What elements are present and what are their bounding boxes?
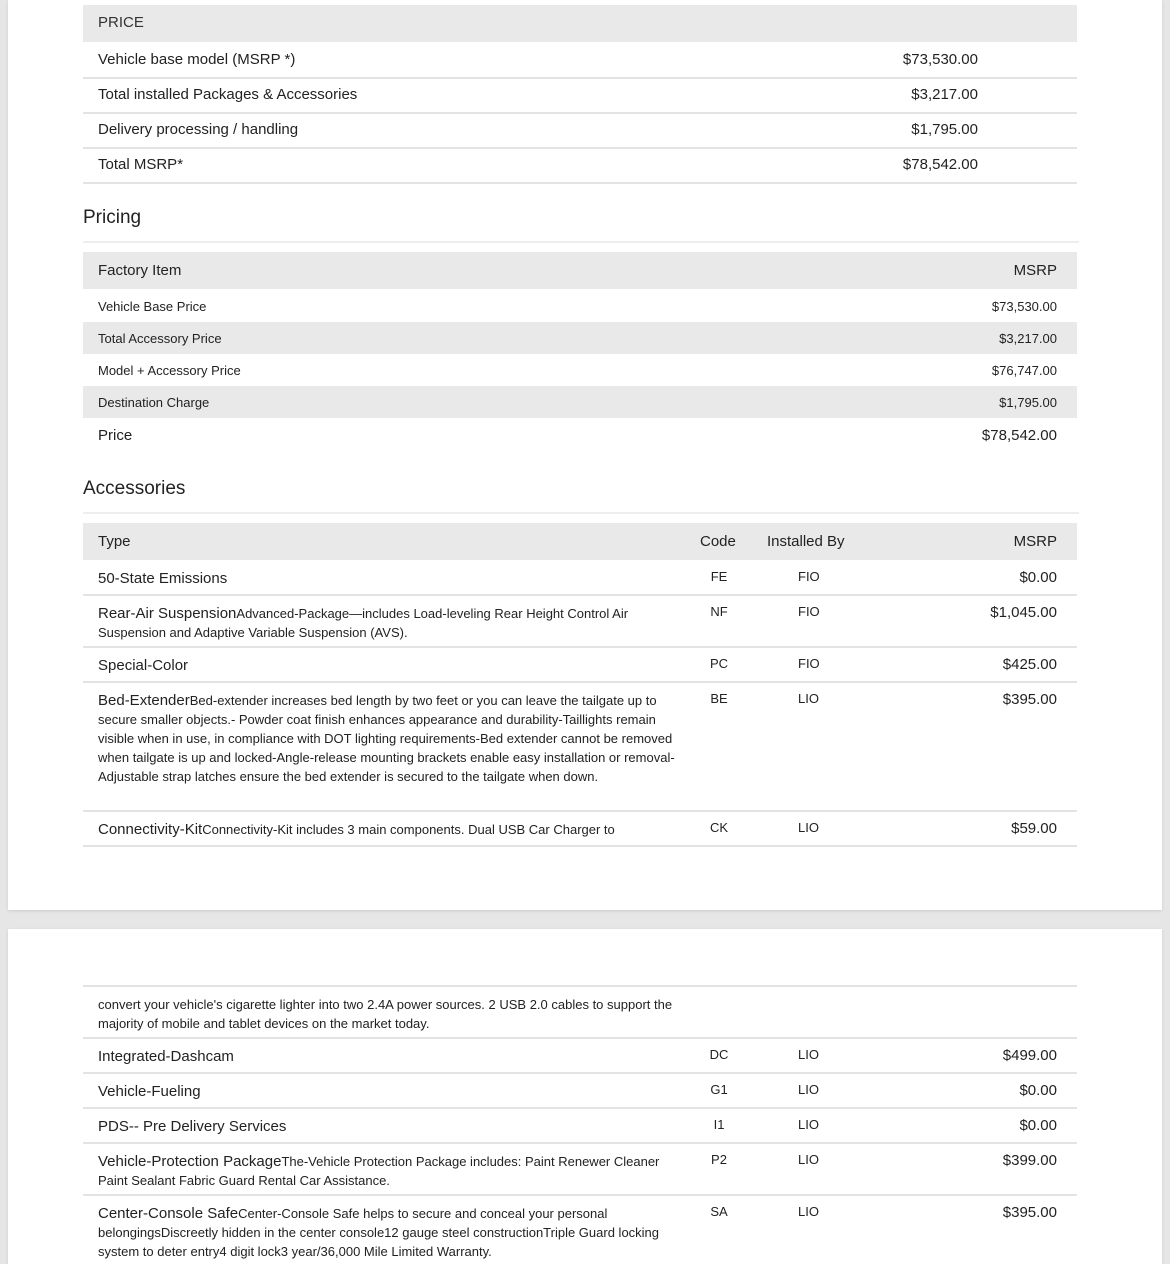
accessory-code: CK	[709, 820, 729, 835]
msrp-header: MSRP	[1013, 262, 1057, 279]
accessory-code: NF	[710, 604, 728, 619]
accessory-row	[83, 1109, 1077, 1144]
price-summary-value: $78,542.00	[902, 156, 978, 173]
accessory-installed-by: FIO	[798, 604, 820, 619]
accessory-msrp: $59.00	[1011, 820, 1057, 837]
pricing-row-value: $3,217.00	[999, 331, 1057, 346]
accessory-msrp: $0.00	[1019, 1082, 1057, 1099]
accessory-row	[83, 648, 1077, 683]
accessory-installed-by: LIO	[798, 1117, 819, 1132]
accessory-code: FE	[710, 569, 728, 584]
pricing-row-label: Price	[98, 427, 133, 444]
accessory-installed-by: LIO	[798, 691, 819, 706]
accessory-row	[83, 1039, 1077, 1074]
accessories-section-title: Accessories	[83, 478, 186, 499]
accessory-name: Vehicle-Fueling	[98, 1083, 201, 1100]
accessory-code: DC	[709, 1047, 729, 1062]
price-summary-row	[83, 43, 1077, 79]
pricing-row	[83, 322, 1077, 354]
accessory-row	[83, 596, 1077, 648]
pricing-row-value: $73,530.00	[991, 299, 1057, 314]
msrp-header: MSRP	[1013, 533, 1057, 550]
pricing-row	[83, 386, 1077, 418]
price-summary-label: Total MSRP*	[98, 156, 184, 173]
accessory-description-continued: convert your vehicle's cigarette lighter into two 2.4A power sources. 2 USB 2.0 cables to support the majority of mobile and tablet devices on the market today.	[98, 997, 673, 1031]
type-header: Type	[98, 533, 131, 550]
accessory-name: Bed-Extender	[98, 692, 190, 709]
accessory-description: Connectivity-Kit includes 3 main components. Dual USB Car Charger to	[202, 822, 615, 837]
pricing-row-label: Total Accessory Price	[98, 331, 222, 346]
accessory-row	[83, 1074, 1077, 1109]
accessory-installed-by: FIO	[798, 569, 820, 584]
accessory-name: Center-Console Safe	[98, 1205, 239, 1222]
accessory-description: Advanced-Package—includes Load-leveling Rear Height Control Air Suspension and Adaptive Variable Suspension (AVS).	[98, 606, 629, 640]
price-summary-label: Vehicle base model (MSRP *)	[98, 51, 296, 68]
accessory-row-continued	[83, 987, 1077, 1039]
section-divider	[83, 241, 1079, 243]
pricing-row	[83, 290, 1077, 322]
accessory-installed-by: LIO	[798, 1152, 819, 1167]
accessory-name: Vehicle-Protection Package	[98, 1153, 282, 1170]
accessory-msrp: $399.00	[1002, 1152, 1057, 1169]
pricing-row-label: Destination Charge	[98, 395, 210, 410]
pricing-row-value: $76,747.00	[991, 363, 1057, 378]
accessory-msrp: $425.00	[1002, 656, 1057, 673]
accessory-name: PDS-- Pre Delivery Services	[98, 1118, 287, 1135]
accessories-table-header	[83, 523, 1077, 560]
accessory-msrp: $0.00	[1019, 1117, 1057, 1134]
price-summary-value: $1,795.00	[911, 121, 978, 138]
price-summary-label: Delivery processing / handling	[98, 121, 299, 138]
accessory-name: Special-Color	[98, 657, 189, 674]
accessory-code: P2	[711, 1152, 727, 1167]
pricing-section-title: Pricing	[83, 207, 142, 228]
price-summary-header	[83, 5, 1077, 42]
accessory-installed-by: LIO	[798, 820, 819, 835]
accessory-row	[83, 683, 1077, 812]
pricing-row	[83, 354, 1077, 386]
price-summary-row	[83, 113, 1077, 149]
accessory-installed-by: LIO	[798, 1082, 819, 1097]
code-header: Code	[700, 533, 736, 550]
accessory-name: Integrated-Dashcam	[98, 1048, 234, 1065]
accessory-installed-by: LIO	[798, 1047, 819, 1062]
price-summary-row	[83, 78, 1077, 114]
accessory-msrp: $1,045.00	[990, 604, 1057, 621]
accessory-row	[83, 561, 1077, 596]
pricing-table-header	[83, 252, 1077, 289]
factory-item-header: Factory Item	[98, 262, 182, 279]
accessory-msrp: $395.00	[1002, 1204, 1057, 1221]
accessory-name: 50-State Emissions	[98, 570, 228, 587]
document-page-1	[8, 0, 1162, 910]
price-summary-value: $3,217.00	[911, 86, 978, 103]
pricing-row-value: $1,795.00	[999, 395, 1057, 410]
pricing-row-label: Model + Accessory Price	[98, 363, 241, 378]
price-summary-row	[83, 148, 1077, 184]
pricing-total-row	[83, 418, 1077, 454]
accessory-description: The-Vehicle Protection Package includes: Paint Renewer Cleaner Paint Sealant Fabric Guard Rental Car Assistance.	[98, 1154, 660, 1188]
accessory-description: Bed-extender increases bed length by two feet or you can leave the tailgate up to secure smaller objects.- Powder coat finish enhances appearance and durability-Taillights remain visible when in use, in compliance with DOT lighting requirements-Bed extender cannot be removed when tailgate is up and locked-Angle-release mounting brackets enable easy installation or removal-Adjustable strap latches ensure the bed extender is secured to the tailgate when down.	[98, 693, 675, 784]
accessory-code: I1	[713, 1117, 725, 1132]
accessory-name: Rear-Air Suspension	[98, 605, 237, 622]
price-summary-header-label: PRICE	[98, 14, 144, 31]
accessory-installed-by: LIO	[798, 1204, 819, 1219]
accessory-code: PC	[709, 656, 729, 671]
installed-by-header: Installed By	[767, 533, 845, 550]
pricing-row-label: Vehicle Base Price	[98, 299, 207, 314]
pricing-row-value: $78,542.00	[981, 427, 1057, 444]
accessory-installed-by: FIO	[798, 656, 820, 671]
accessory-msrp: $395.00	[1002, 691, 1057, 708]
price-summary-label: Total installed Packages & Accessories	[98, 86, 358, 103]
accessory-code: SA	[710, 1204, 728, 1219]
accessory-code: BE	[710, 691, 728, 706]
document-page-2	[8, 929, 1162, 1264]
accessory-code: G1	[710, 1082, 728, 1097]
accessory-msrp: $499.00	[1002, 1047, 1057, 1064]
section-divider	[83, 512, 1079, 514]
accessory-msrp: $0.00	[1019, 569, 1057, 586]
price-summary-value: $73,530.00	[902, 51, 978, 68]
accessory-row	[83, 812, 1077, 847]
accessory-row	[83, 1144, 1077, 1196]
accessory-description: Center-Console Safe helps to secure and conceal your personal belongingsDiscreetly hidden in the center console12 gauge steel constructionTriple Guard locking system to deter entry4 digit lock3 year/36,000 Mile Limited Warranty.	[98, 1206, 660, 1259]
accessory-row	[83, 1196, 1077, 1264]
accessory-name: Connectivity-Kit	[98, 821, 203, 838]
